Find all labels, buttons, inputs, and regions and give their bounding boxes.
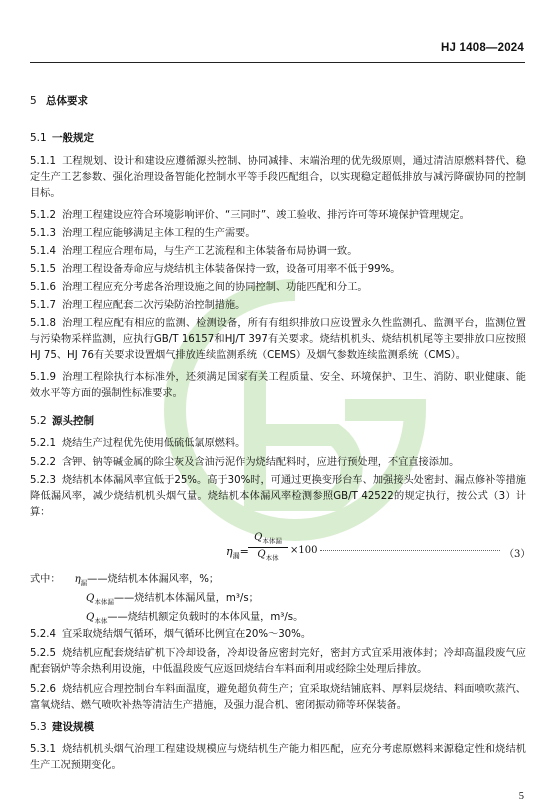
clause-text: 烧结机应配套烧结矿机下冷却设备，冷却设备应密封完好，密封方式宜采用液体封；冷却高温段废气应配套锅炉等余热利用设施，中低温段废气应返回烧结台车料面利用或经除尘处理后排放。 xyxy=(30,648,526,675)
clause-5-1-1 xyxy=(30,154,526,202)
symbol-base: Q xyxy=(86,593,95,605)
clause-text: 烧结生产过程优先使用低硫低氯原燃料。 xyxy=(62,438,246,449)
clause-text: 治理工程应配套二次污染防治控制措施。 xyxy=(62,300,246,311)
clause-5-1-3 xyxy=(30,226,526,242)
definition-symbol xyxy=(86,612,108,626)
definition-symbol xyxy=(86,593,114,607)
clause-text: 治理工程应配有相应的监测、检测设备，所有有组织排放口应设置永久性监测孔、监测平台，监测位置与污染物采样监测，应执行GB/T 16157和HJ/T 397有关要求。烧结机机头、烧结机机尾等主要排放口应按照HJ 75、HJ 76有关要求设置烟气排放连续监测系统（CEMS）及烟气参数连续监测系统（CMS）。 xyxy=(30,318,526,361)
clause-text: 烧结机本体漏风率宜低于25%。高于30%时，可通过更换变形台车、加强接头处密封、漏点修补等措施降低漏风率，减少烧结机机头烟气量。烧结机本体漏风率检测参照GB/T 42522的规定执行，按公式（3）计算： xyxy=(30,475,526,518)
clause-number: 5.1.4 xyxy=(30,246,56,257)
fraction-bar xyxy=(248,547,288,548)
symbol-base: Q xyxy=(86,612,95,624)
header-rule xyxy=(30,62,525,63)
section-title: 一般规定 xyxy=(52,132,94,144)
definition-row xyxy=(30,572,526,591)
clause-number: 5.1.6 xyxy=(30,282,56,293)
clause-5-1-7 xyxy=(30,298,526,314)
clause-5-2-6 xyxy=(30,682,526,714)
clause-5-2-2 xyxy=(30,455,526,471)
section-5-3-heading xyxy=(30,720,526,734)
section-5-2-heading xyxy=(30,414,526,428)
clause-number: 5.2.6 xyxy=(30,684,56,695)
clause-5-2-4 xyxy=(30,627,526,643)
section-number: 5.3 xyxy=(30,721,47,733)
numerator-subscript: 本体漏 xyxy=(262,537,282,545)
clause-5-2-1 xyxy=(30,436,526,452)
section-5-heading xyxy=(30,94,526,108)
page-number: 5 xyxy=(518,791,524,802)
section-5-1-heading xyxy=(30,131,526,145)
clause-number: 5.1.3 xyxy=(30,228,56,239)
definition-row xyxy=(30,591,526,610)
clause-number: 5.1.1 xyxy=(30,156,56,167)
formula-eta-subscript: 漏 xyxy=(232,552,240,561)
formula-numerator xyxy=(248,532,288,546)
clause-number: 5.1.8 xyxy=(30,318,56,329)
definition-text: ——烧结机本体漏风率，%； xyxy=(87,574,220,585)
symbol-subscript: 漏 xyxy=(80,579,88,588)
clause-text: 烧结机应合理控制台车料面温度，避免超负荷生产；宜采取烧结铺底料、厚料层烧结、料面喷吹蒸汽、富氧烧结、燃气喷吹补热等清洁生产措施，及强力混合机、密闭振动筛等环保装备。 xyxy=(30,684,526,711)
clause-5-1-9 xyxy=(30,370,526,402)
clause-5-1-2 xyxy=(30,208,526,224)
clause-number: 5.2.3 xyxy=(30,475,56,486)
clause-text: 工程规划、设计和建设应遵循源头控制、协同减排、末端治理的优先级原则，通过清洁原燃料替代、稳定生产工艺参数、强化治理设备智能化控制水平等手段匹配组合，以实现稳定超低排放与减污降碳协同的控制目标。 xyxy=(30,156,526,199)
clause-number: 5.1.9 xyxy=(30,372,56,383)
clause-5-1-6 xyxy=(30,280,526,296)
formula-fraction xyxy=(248,532,288,563)
formula-leader-dots xyxy=(320,542,500,551)
formula-denominator xyxy=(248,549,288,563)
section-number: 5.1 xyxy=(30,132,47,144)
clause-5-2-5 xyxy=(30,646,526,678)
clause-text: 烧结机机头烟气治理工程建设规模应与烧结机生产能力相匹配，应充分考虑原燃料来源稳定性和烧结机生产工况预期变化。 xyxy=(30,744,526,771)
standard-number-header: HJ 1408—2024 xyxy=(441,42,524,54)
clause-5-3-1 xyxy=(30,742,526,774)
definition-text: ——烧结机额定负载时的本体风量，m³/s。 xyxy=(107,612,304,624)
clause-number: 5.1.2 xyxy=(30,210,56,221)
clause-text: 治理工程设备寿命应与烧结机主体装备保持一致，设备可用率不低于99%。 xyxy=(62,264,401,275)
clause-number: 5.2.2 xyxy=(30,457,56,468)
denominator-subscript: 本体 xyxy=(265,554,279,562)
formula-eta-symbol: η xyxy=(226,545,233,558)
clause-text: 治理工程除执行本标准外，还须满足国家有关工程质量、安全、环境保护、卫生、消防、职业健康、能效水平等方面的强制性标准要求。 xyxy=(30,372,526,399)
formula-eta: $\eta_漏=$ xyxy=(226,545,249,561)
denominator-symbol: Q xyxy=(257,549,266,560)
section-number: 5.2 xyxy=(30,415,47,427)
section-title: 源头控制 xyxy=(52,415,94,427)
clause-number: 5.2.5 xyxy=(30,648,56,659)
clause-5-1-5 xyxy=(30,262,526,278)
symbol-subscript: 本体漏 xyxy=(94,598,114,607)
formula-equation-number: （3） xyxy=(504,549,531,560)
section-title: 建设规模 xyxy=(52,721,94,733)
clause-text: 含钾、钠等碱金属的除尘灰及含油污泥作为烧结配料时，应进行预处理，不宜直接添加。 xyxy=(62,457,460,468)
clause-text: 治理工程应能够满足主体工程的生产需要。 xyxy=(62,228,256,239)
formula-multiplier: ×100 xyxy=(290,545,318,556)
definitions-lead: 式中： xyxy=(30,574,61,585)
clause-5-1-4 xyxy=(30,244,526,260)
clause-5-2-3 xyxy=(30,473,526,521)
clause-number: 5.2.4 xyxy=(30,629,56,640)
clause-number: 5.1.7 xyxy=(30,300,56,311)
symbol-subscript: 本体 xyxy=(94,617,108,626)
definition-text: ——烧结机本体漏风量，m³/s； xyxy=(113,593,259,605)
section-title: 总体要求 xyxy=(46,95,88,107)
clause-text: 治理工程应充分考虑各治理设施之间的协同控制、功能匹配和分工。 xyxy=(62,282,368,293)
clause-number: 5.3.1 xyxy=(30,744,56,755)
definition-symbol xyxy=(74,574,88,588)
formula-definitions xyxy=(30,572,526,629)
numerator-symbol: Q xyxy=(254,532,263,543)
clause-text: 治理工程应合理布局，与生产工艺流程和主体装备布局协调一致。 xyxy=(62,246,358,257)
formula-3 xyxy=(220,530,531,570)
clause-text: 宜采取烧结烟气循环，烟气循环比例宜在20%～30%。 xyxy=(62,629,312,640)
symbol-base: η xyxy=(74,574,81,585)
clause-text: 治理工程建设应符合环境影响评价、“三同时”、竣工验收、排污许可等环境保护管理规定。 xyxy=(62,210,470,221)
section-number: 5 xyxy=(30,95,37,107)
clause-5-1-8 xyxy=(30,316,526,364)
clause-number: 5.1.5 xyxy=(30,264,56,275)
clause-number: 5.2.1 xyxy=(30,438,56,449)
